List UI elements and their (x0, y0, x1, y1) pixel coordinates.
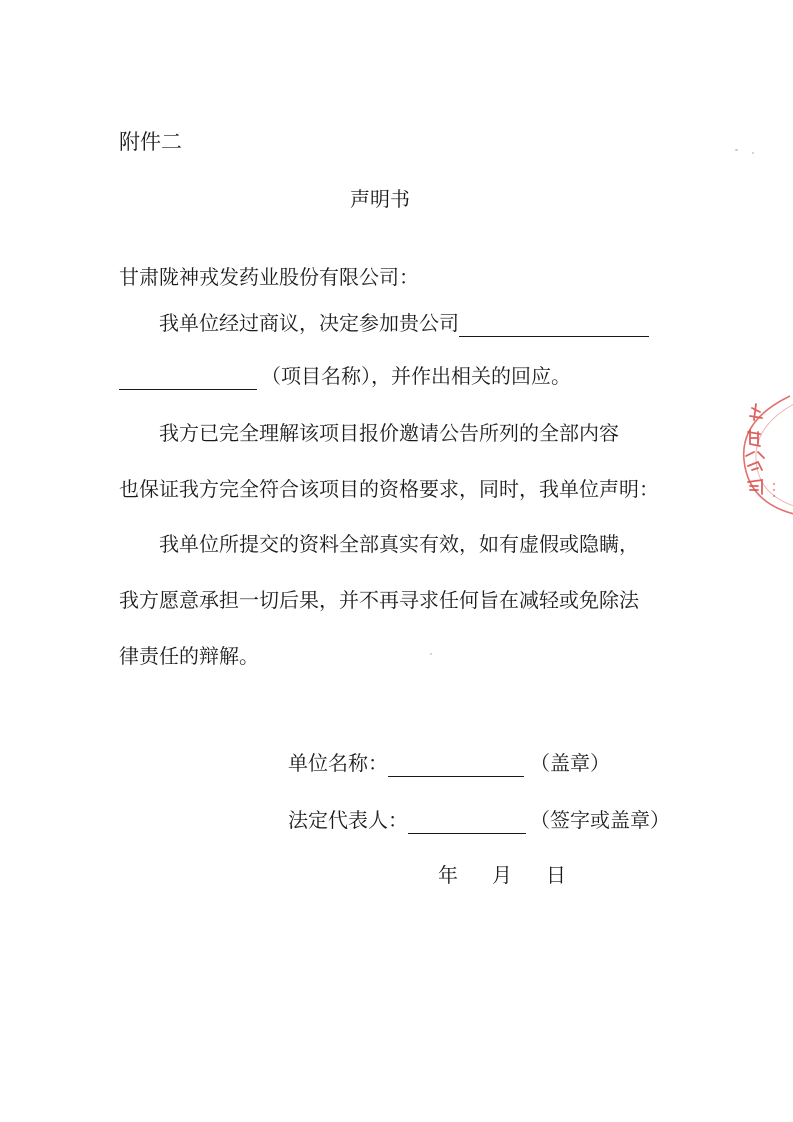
date-month: 月 (492, 863, 512, 887)
paragraph-3-line-2: 我方愿意承担一切后果，并不再寻求任何旨在减轻或免除法 (119, 588, 639, 612)
paragraph-2-line-2: 也保证我方完全符合该项目的资格要求，同时，我单位声明： (119, 477, 659, 501)
paragraph-2-line-1: 我方已完全理解该项目报价邀请公告所列的全部内容 (159, 421, 619, 445)
project-name-blank[interactable] (459, 314, 649, 337)
unit-stamp-note: （盖章） (530, 751, 610, 775)
paragraph-1-text: 我单位经过商议，决定参加贵公司 (159, 311, 459, 335)
date-day: 日 (546, 863, 566, 887)
paragraph-1-text-end: （项目名称），并作出相关的回应。 (261, 364, 571, 388)
legal-rep-row (288, 806, 670, 834)
legal-rep-blank[interactable] (408, 811, 526, 834)
unit-name-label: 单位名称： (288, 751, 388, 775)
paragraph-1-line-1 (159, 309, 649, 337)
legal-rep-label: 法定代表人： (288, 808, 408, 832)
addressee: 甘肃陇神戎发药业股份有限公司： (119, 265, 419, 289)
attachment-label: 附件二 (119, 130, 182, 154)
document-title: 声明书 (350, 187, 410, 211)
paragraph-1-line-2 (119, 362, 571, 390)
unit-name-blank[interactable] (388, 754, 524, 777)
project-name-blank-continued[interactable] (119, 367, 257, 390)
paragraph-3-line-3: 律责任的辩解。 (119, 644, 259, 668)
unit-name-row (288, 749, 610, 777)
paragraph-3-line-1: 我单位所提交的资料全部真实有效，如有虚假或隐瞒， (159, 532, 639, 556)
scan-speck (430, 653, 432, 655)
company-seal-stamp (728, 390, 793, 520)
date-year: 年 (438, 863, 458, 887)
date-row (438, 861, 566, 889)
legal-rep-note: （签字或盖章） (530, 808, 670, 832)
scan-speck (735, 149, 738, 151)
scan-speck (752, 152, 754, 154)
